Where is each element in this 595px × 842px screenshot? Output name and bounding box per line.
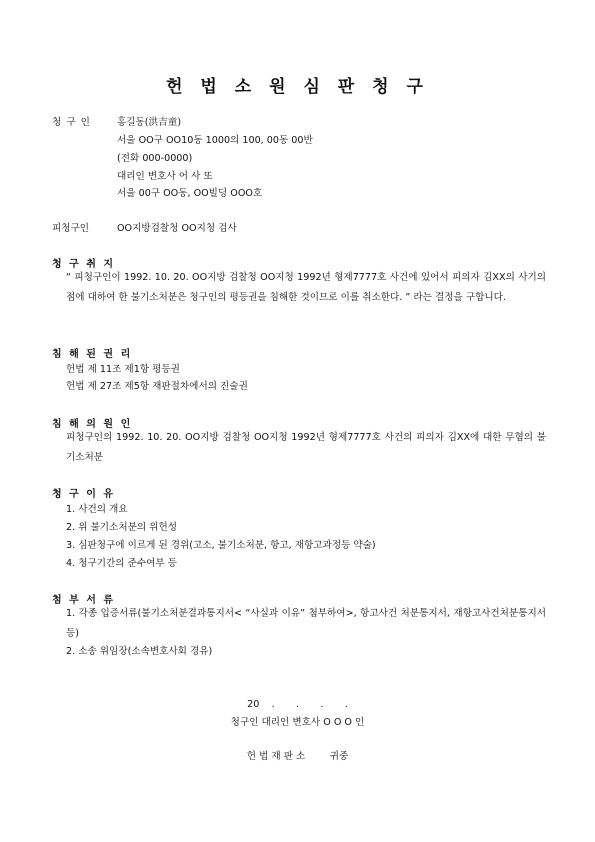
reasons-item: 3. 심판청구에 이르게 된 경위(고소, 불기소처분, 항고, 재항고과정등 약술) xyxy=(66,540,376,551)
reasons-heading: 청 구 이 유 xyxy=(52,489,116,500)
signature-line: 청구인 대리인 변호사 O O O 인 xyxy=(230,717,365,728)
document-date: 20 . . . . xyxy=(247,699,348,710)
reasons-item: 2. 위 불기소처분의 위헌성 xyxy=(66,522,177,533)
respondent-value: OO지방검찰청 OO지청 검사 xyxy=(117,223,237,234)
purpose-heading: 청 구 취 지 xyxy=(52,259,116,270)
attachments-item: 2. 소송 위임장(소속변호사회 경유) xyxy=(66,646,213,657)
reasons-item: 1. 사건의 개요 xyxy=(66,504,128,515)
addressee-line: 헌 법 재 판 소 귀중 xyxy=(246,751,349,762)
respondent-label: 피청구인 xyxy=(52,223,90,234)
claimant-phone: (전화 000-0000) xyxy=(117,153,193,164)
rights-item: 헌법 제 27조 제5항 재판절차에서의 진술권 xyxy=(66,381,248,392)
claimant-agent: 대리인 변호사 어 사 또 xyxy=(117,171,213,182)
document-title: 헌 법 소 원 심 판 청 구 xyxy=(166,77,429,97)
rights-heading: 침 해 된 권 리 xyxy=(52,349,133,360)
attachments-heading: 첨 부 서 류 xyxy=(52,595,116,606)
claimant-name: 홍길동(洪吉童) xyxy=(117,117,182,128)
claimant-agent-address: 서울 00구 OO동, OO빌딩 OOO호 xyxy=(117,188,263,199)
attachments-item: 1. 각종 입증서류(불기소처분결과통지서< “사실과 이유” 첨부하여>, 항고사건 처분통지서, 재항고사건처분통지서 등) xyxy=(66,608,546,639)
cause-heading: 침 해 의 원 인 xyxy=(52,419,133,430)
reasons-item: 4. 청구기간의 준수여부 등 xyxy=(66,558,177,569)
rights-item: 헌법 제 11조 제1항 평등권 xyxy=(66,364,180,375)
purpose-text: “ 피청구인이 1992. 10. 20. OO지방 검찰청 OO지청 1992년 형제7777호 사건에 있어서 피의자 김XX의 사기의 점에 대하여 한 불기소처분은 청구인의 평등권을 침해한 것이므로 이를 취소한다. ” 라는 결정을 구합니다. xyxy=(66,272,546,303)
claimant-label: 청 구 인 xyxy=(52,117,91,128)
claimant-address: 서울 OO구 OO10동 1000의 100, 00동 00반 xyxy=(117,135,313,146)
cause-text: 피청구인의 1992. 10. 20. OO지방 검찰청 OO지청 1992년 형제7777호 사건의 피의자 김XX에 대한 무혐의 불기소처분 xyxy=(66,432,546,463)
